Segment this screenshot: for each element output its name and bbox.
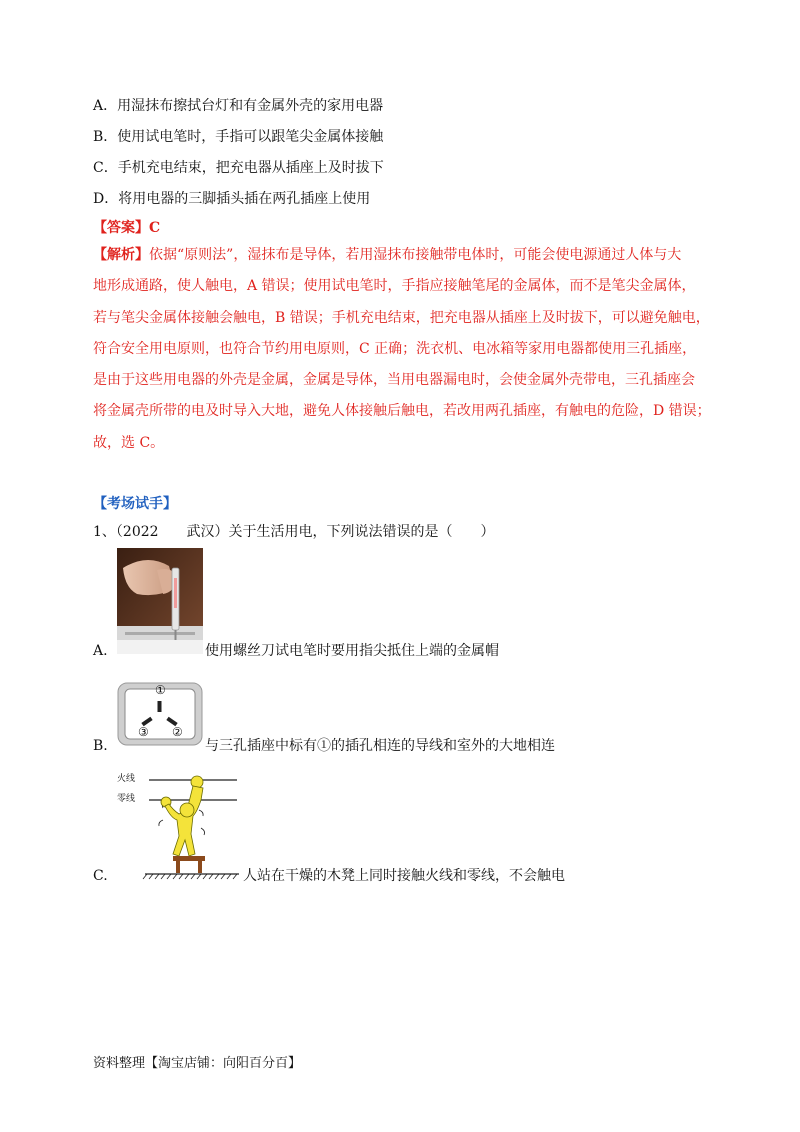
analysis-line: 故，选 C。	[93, 434, 165, 451]
question-stem: 1、（2022 武汉）关于生活用电，下列说法错误的是（ ）	[93, 524, 495, 540]
socket-label-3: ③	[138, 725, 149, 739]
analysis-block	[93, 240, 713, 459]
tester-photo	[117, 548, 203, 654]
choice-a: A．用湿抹布擦拭台灯和有金属外壳的家用电器	[93, 98, 384, 114]
choice-c: C．手机充电结束，把充电器从插座上及时拔下	[93, 160, 384, 176]
wire-label-live: 火线	[117, 774, 136, 784]
analysis-line: 【解析】依据“原则法”，湿抹布是导体，若用湿抹布接触带电体时，可能会使电源通过人体与大	[93, 247, 682, 263]
analysis-line: 若与笔尖金属体接触会触电，B 错误；手机充电结束，把充电器从插座上及时拔下，可以避免触电，	[93, 309, 710, 326]
analysis-line: 符合安全用电原则，也符合节约用电原则，C 正确；洗衣机、电冰箱等家用电器都使用三孔插座，	[93, 340, 697, 357]
option-a-letter: A.	[93, 643, 108, 659]
socket-label-2: ②	[172, 725, 183, 739]
option-c-letter: C.	[93, 868, 108, 884]
answer-line	[93, 218, 160, 238]
option-a-text: 使用螺丝刀试电笔时要用指尖抵住上端的金属帽	[205, 643, 499, 659]
choice-d: D．将用电器的三脚插头插在两孔插座上使用	[93, 191, 371, 207]
wire-person-figure	[117, 770, 241, 882]
analysis-line: 是由于这些用电器的外壳是金属，金属是导体，当用电器漏电时，会使金属外壳带电，三孔插座会	[93, 372, 695, 389]
option-b-letter: B.	[93, 738, 108, 754]
page-footer: 资料整理【淘宝店铺：向阳百分百】	[93, 1056, 302, 1071]
option-b-text: 与三孔插座中标有①的插孔相连的导线和室外的大地相连	[205, 738, 555, 754]
analysis-label: 【解析】	[93, 247, 149, 263]
option-c-text: 人站在干燥的木凳上同时接触火线和零线，不会触电	[243, 868, 565, 884]
analysis-line: 将金属壳所带的电及时导入大地，避免人体接触后触电，若改用两孔插座，有触电的危险，D 错误；	[93, 403, 711, 420]
choice-b: B．使用试电笔时，手指可以跟笔尖金属体接触	[93, 129, 384, 145]
socket-label-1: ①	[155, 683, 166, 697]
analysis-line: 地形成通路，使人触电，A 错误；使用试电笔时，手指应接触笔尾的金属体，而不是笔尖金属体，	[93, 278, 696, 295]
answer-value: C	[149, 220, 161, 236]
section-title: 【考场试手】	[93, 496, 177, 512]
wire-label-neutral: 零线	[117, 794, 136, 804]
answer-label: 【答案】	[93, 220, 149, 236]
